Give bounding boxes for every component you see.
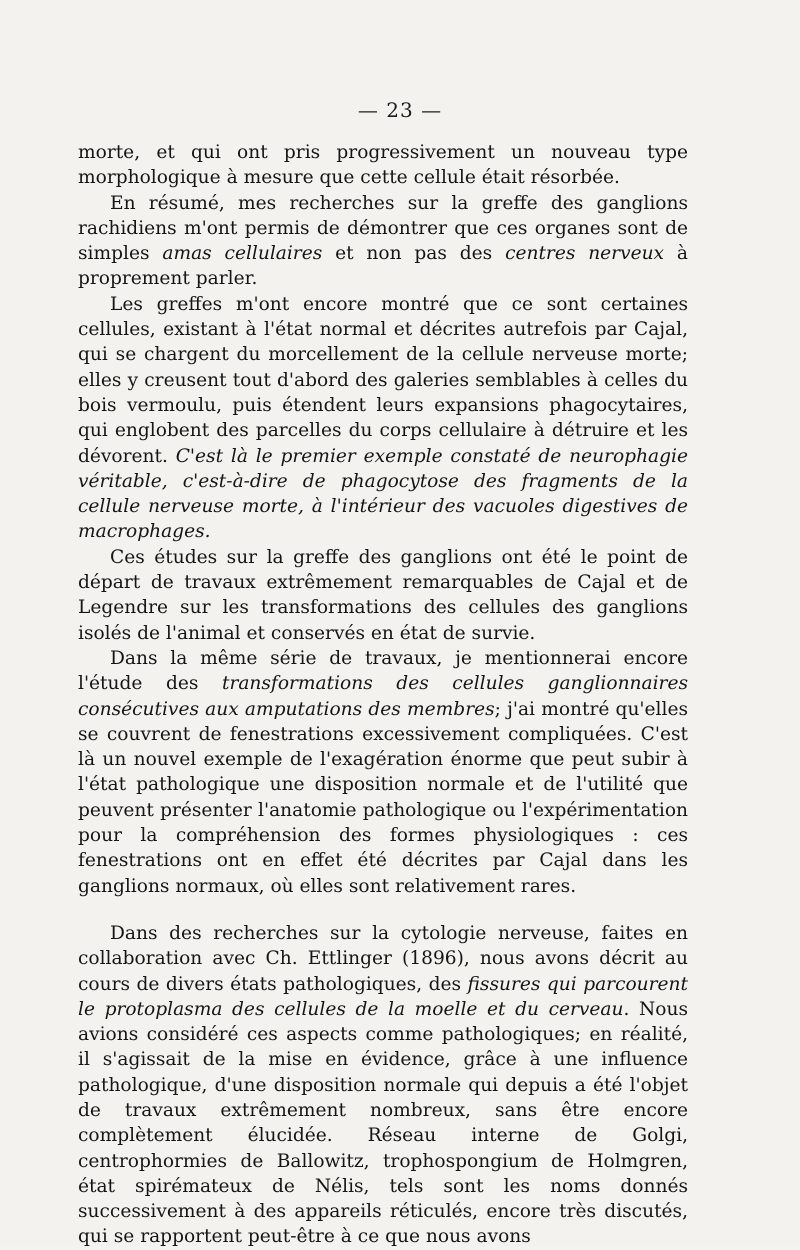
text-run: . Nous avions considéré ces aspects comme pathologiques; en réalité, il s'agissait de la mise en évidence, grâce à une influence pathologique, d'une disposition normale qui depuis a été l'objet de travaux extrêmement nombreux, sans être encore complètement élucidée. Réseau interne de Golgi, centrophormies de Ballowitz, trophospongium de Holmgren, état spirémateux de Nélis, tels sont les noms donnés successivement à des appareils réticulés, encore très discutés, qui se rapportent peut-être à ce que nous avons [78,998,688,1248]
text-run: Dans des recherches sur la cytologie nerveuse, faites en collaboration avec Ch. Ettlinger (1896), nous avons décrit au cours de divers états pathologiques, des [78,922,688,995]
italic-text: centres nerveux [505,243,665,265]
italic-text: transformations des cellules ganglionnaires consécutives aux amputations des membres [78,673,688,720]
text-run: Dans la même série de travaux, je mentionnerai encore l'étude des [78,647,688,695]
italic-text: C'est là le premier exemple constaté de neurophagie véritable, c'est-à-dire de phagocytose des fragments de la cellule nerveuse morte, à l'intérieur des vacuoles digestives de macrophages. [78,445,688,543]
paragraph-p3 [78,292,688,545]
text-run: morte, et qui ont pris progressivement un nouveau type morphologique à mesure que cette cellule était résorbée. [78,142,688,189]
text-run: et non pas des [322,243,506,265]
paragraph-p1 [78,140,688,191]
paragraph-p2 [78,191,688,292]
italic-text: amas cellulaires [162,243,323,265]
text-run: à proprement parler. [78,243,688,290]
paragraph-p4 [78,545,688,646]
italic-text: fissures qui parcourent le protoplasma des cellules de la moelle et du cerveau [78,973,688,1020]
text-run: Ces études sur la greffe des ganglions ont été le point de départ de travaux extrêmement remarquables de Cajal et de Legendre sur les transformations des cellules des ganglions isolés de l'animal et conservés en état de survie. [78,546,688,644]
text-run: ; j'ai montré qu'elles se couvrent de fenestrations excessivement compliquées. C'est là un nouvel exemple de l'exagération énorme que peut subir à l'état pathologique une disposition normale et de l'utilité que peuvent présenter l'anatomie pathologique ou l'expérimentation pour la compréhension des formes physiologiques : ces fenestrations ont en effet été décrites par Cajal dans les ganglions normaux, où elles sont relativement rares. [78,698,688,897]
body-text [78,140,688,1250]
paragraph-p6 [78,921,688,1250]
text-run: En résumé, mes recherches sur la greffe des ganglions rachidiens m'ont permis de démontrer que ces organes sont de simples [78,192,688,265]
paragraph-p5 [78,646,688,899]
text-run: Les greffes m'ont encore montré que ce sont certaines cellules, existant à l'état normal et décrites autrefois par Cajal, qui se chargent du morcellement de la cellule nerveuse morte; elles y creusent tout d'abord des galeries semblables à celles du bois vermoulu, puis étendent leurs expansions phagocytaires, qui englobent des parcelles du corps cellulaire à détruire et les dévorent. [78,293,688,467]
page-number: — 23 — [357,98,443,122]
